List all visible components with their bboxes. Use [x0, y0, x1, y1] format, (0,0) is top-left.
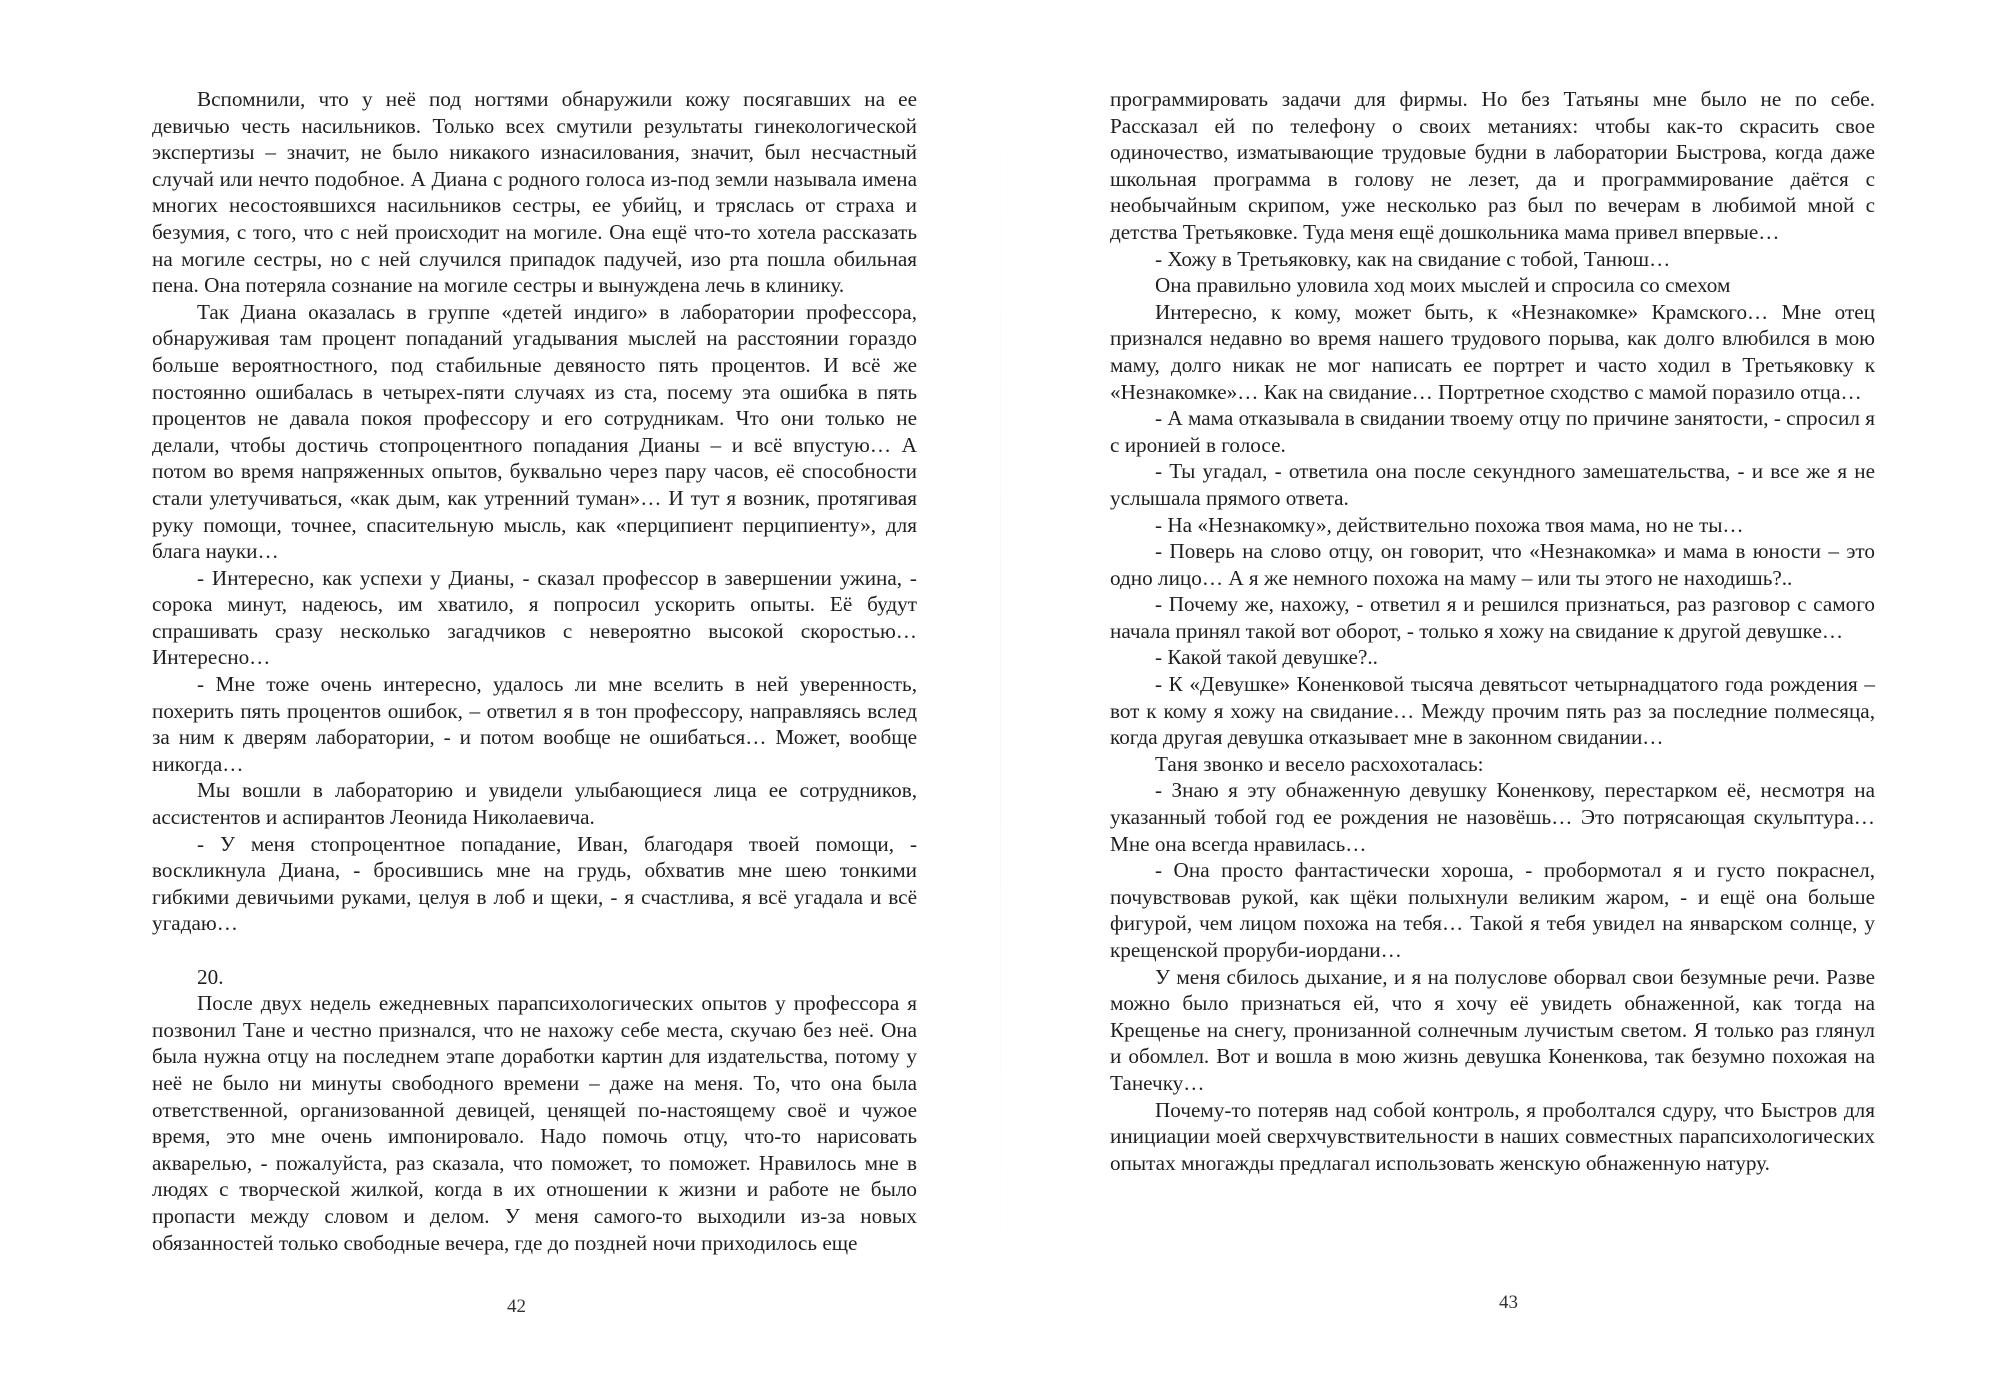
right-page-text	[1110, 86, 1875, 1176]
paragraph: - Мне тоже очень интересно, удалось ли мне вселить в ней уверенность, похерить пять процентов ошибок, – ответил я в тон профессору, направляясь вслед за ним к дверям лаборатории, - и потом вообще не ошибаться… Может, вообще никогда…	[152, 672, 917, 776]
left-page-text	[152, 86, 917, 1256]
paragraph: - К «Девушке» Коненковой тысяча девятьсот четырнадцатого года рождения – вот к кому я хожу на свидание… Между прочим пять раз за последние полмесяца, когда другая девушка отказывает мне в законном свидании…	[1110, 672, 1875, 750]
chapter-number: 20.	[197, 964, 224, 989]
paragraph: Интересно, к кому, может быть, к «Незнакомке» Крамского… Мне отец признался недавно во время нашего трудового порыва, как долго влюбился в мою маму, долго никак не мог написать ее портрет и часто ходил в Третьяковку к «Незнакомке»… Как на свидание… Портретное сходство с мамой поразило отца…	[1110, 299, 1875, 404]
paragraph: Таня звонко и весело расхохоталась:	[1155, 751, 1484, 776]
paragraph: После двух недель ежедневных парапсихологических опытов у профессора я позвонил Тане и честно признался, что не нахожу себе места, скучаю без неё. Она была нужна отцу на последнем этапе доработки картин для издательства, потому у неё не было ни минуты свободного времени – даже на меня. То, что она была ответственной, организованной девицей, ценящей по-настоящему своё и чужое время, это мне очень импонировало. Надо помочь отцу, что-то нарисовать акварелью, - пожалуйста, раз сказала, что поможет, то поможет. Нравилось мне в людях с творческой жилкой, когда в их отношении к жизни и работе не было пропасти между словом и делом. У меня самого-то выходили из-за новых обязанностей только свободные вечера, где до поздней ночи приходилось еще	[152, 991, 917, 1255]
paragraph: - Интересно, как успехи у Дианы, - сказал профессор в завершении ужина, - сорока минут, надеюсь, им хватило, я попросил ускорить опыты. Её будут спрашивать сразу несколько загадчиков с невероятно высокой скоростью… Интересно…	[152, 565, 917, 670]
paragraph: - Она просто фантастически хороша, - пробормотал я и густо покраснел, почувствовав рукой, как щёки полыхнули великим жаром, - и ещё она больше фигурой, чем лицом похожа на тебя… Такой я тебя увидел на январском солнце, у крещенской проруби-иордани…	[1110, 858, 1875, 962]
paragraph: - У меня стопроцентное попадание, Иван, благодаря твоей помощи, - воскликнула Диана, - бросившись мне на грудь, обхватив мне шею тонкими гибкими девичьими руками, целуя в лоб и щеки, - я счастлива, я всё угадала и всё угадаю…	[152, 831, 917, 936]
paragraph: Почему-то потеряв над собой контроль, я проболтался сдуру, что Быстров для инициации моей сверхчувствительности в наших совместных парапсихологических опытах многажды предлагал использовать женскую обнаженную натуру.	[1110, 1097, 1875, 1175]
paragraph: - Поверь на слово отцу, он говорит, что «Незнакомка» и мама в юности – это одно лицо… А я же немного похожа на маму – или ты этого не находишь?..	[1110, 539, 1875, 590]
page-number-left: 42	[507, 1296, 526, 1317]
paragraph: - Какой такой девушке?..	[1155, 645, 1378, 670]
paragraph: У меня сбилось дыхание, и я на полуслове оборвал свои безумные речи. Разве можно было признаться ей, что я хочу её увидеть обнаженной, как тогда на Крещенье на снегу, пронизанной солнечным лучистым светом. Я только раз глянул и обомлел. Вот и вошла в мою жизнь девушка Коненкова, так безумно похожая на Танечку…	[1110, 964, 1875, 1095]
paragraph: программировать задачи для фирмы. Но без Татьяны мне было не по себе. Рассказал ей по телефону о своих метаниях: чтобы как-то скрасить свое одиночество, изматывающие трудовые будни в лаборатории Быстрова, когда даже школьная программа в голову не лезет, да и программирование даётся с необычайным скрипом, уже несколько раз был по вечерам в любимой мной с детства Третьяковке. Туда меня ещё дошкольника мама привел впервые…	[1110, 87, 1875, 244]
paragraph: Вспомнили, что у неё под ногтями обнаружили кожу посягавших на ее девичью честь насильников. Только всех смутили результаты гинекологической экспертизы – значит, не было никакого изнасилования, значит, был несчастный случай или нечто подобное. А Диана с родного голоса из-под земли называла имена многих несостоявшихся насильников сестры, ее убийц, и тряслась от страха и безумия, с того, что с ней происходит на могиле. Она ещё что-то хотела рассказать на могиле сестры, но с ней случился припадок падучей, изо рта пошла обильная пена. Она потеряла сознание на могиле сестры и вынуждена лечь в клинику.	[152, 87, 917, 298]
page-number-right: 43	[1499, 1292, 1518, 1313]
paragraph: Она правильно уловила ход моих мыслей и спросила со смехом	[1155, 273, 1731, 298]
paragraph: - На «Незнакомку», действительно похожа твоя мама, но не ты…	[1155, 512, 1744, 537]
paragraph: Мы вошли в лабораторию и увидели улыбающиеся лица ее сотрудников, ассистентов и аспирантов Леонида Николаевича.	[152, 778, 917, 830]
paragraph: - А мама отказывала в свидании твоему отцу по причине занятости, - спросил я с иронией в голосе.	[1110, 406, 1876, 457]
paragraph: - Знаю я эту обнаженную девушку Коненкову, перестарком её, несмотря на указанный тобой год ее рождения не назовёшь… Это потрясающая скульптура… Мне она всегда нравилась…	[1110, 778, 1875, 856]
book-gutter	[1000, 0, 1001, 1385]
paragraph: - Хожу в Третьяковку, как на свидание с тобой, Танюш…	[1155, 246, 1671, 271]
paragraph: - Ты угадал, - ответила она после секундного замешательства, - и все же я не услышала прямого ответа.	[1110, 459, 1875, 510]
paragraph: Так Диана оказалась в группе «детей индиго» в лаборатории профессора, обнаруживая там процент попаданий угадывания мыслей на расстоянии гораздо больше вероятностного, под стабильные девяносто пять процентов. И всё же постоянно ошибалась в четырех-пяти случаях из ста, посему эта ошибка в пять процентов не давала покоя профессору и его сотрудникам. Что они только не делали, чтобы достичь стопроцентного попадания Дианы – и всё впустую… А потом во время напряженных опытов, буквально через пару часов, её способности стали улетучиваться, «как дым, как утренний туман»… И тут я возник, протягивая руку помощи, точнее, спасительную мысль, как «перципиент перципиенту», для блага науки…	[152, 299, 917, 564]
paragraph: - Почему же, нахожу, - ответил я и решился признаться, раз разговор с самого начала принял такой вот оборот, - только я хожу на свидание к другой девушке…	[1110, 592, 1875, 643]
